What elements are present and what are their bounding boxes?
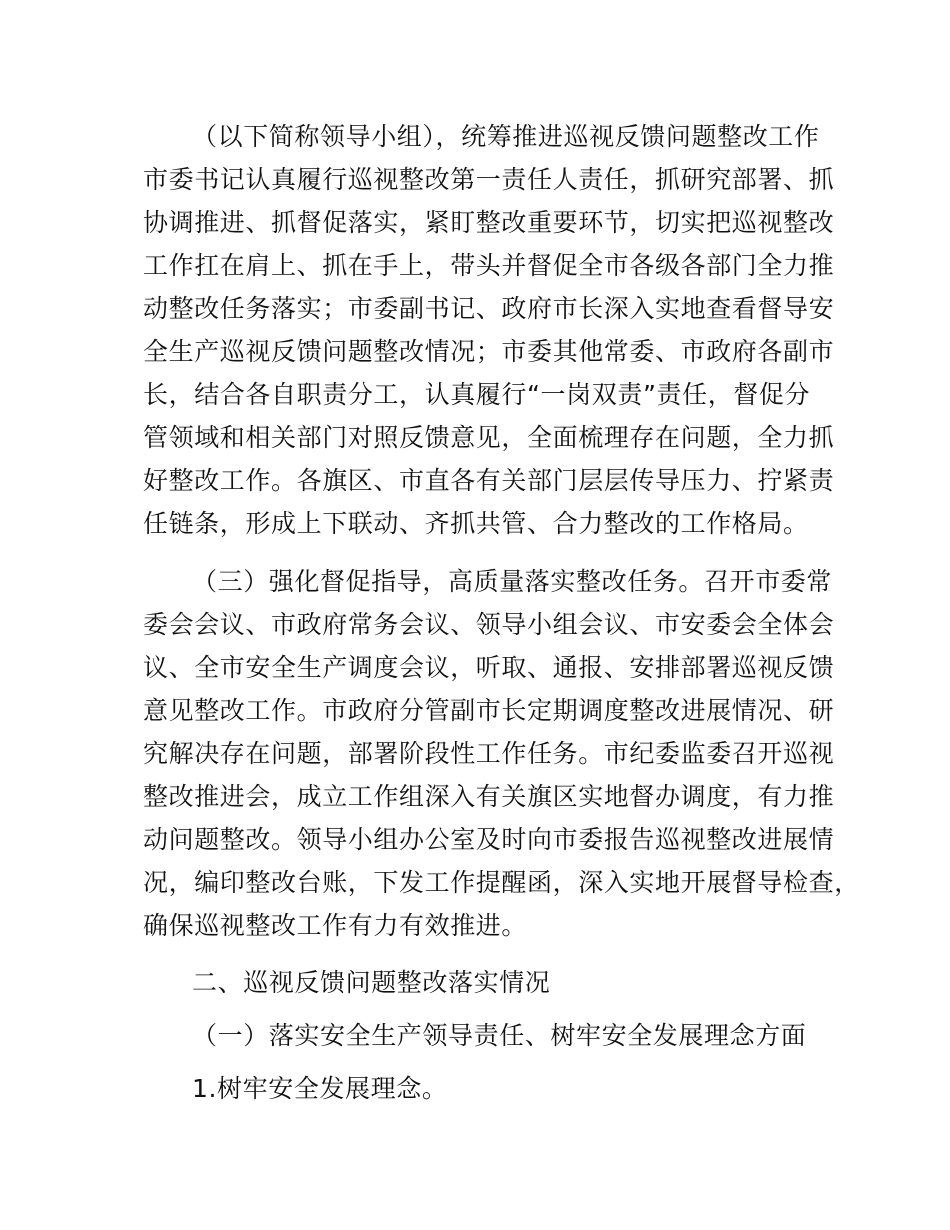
text-line: 协调推进、抓督促落实，紧盯整改重要环节，切实把巡视整改: [143, 208, 835, 237]
text-line: （以下简称领导小组），统筹推进巡视反馈问题整改工作: [192, 122, 820, 151]
text-line: 好整改工作。各旗区、市直各有关部门层层传导压力、拧紧责: [143, 466, 835, 495]
text-line: 工作扛在肩上、抓在手上，带头并督促全市各级各部门全力推: [143, 251, 835, 280]
text-line: 整改推进会，成立工作组深入有关旗区实地督办调度，有力推: [143, 782, 835, 811]
text-line: 长，结合各自职责分工，认真履行“一岗双责”责任，督促分: [143, 380, 811, 409]
section-title: 二、巡视反馈问题整改落实情况: [192, 968, 551, 997]
text-line: 议、全市安全生产调度会议，听取、通报、安排部署巡视反馈: [143, 653, 835, 682]
text-line: 究解决存在问题，部署阶段性工作任务。市纪委监委召开巡视: [143, 739, 835, 768]
text-line: 全生产巡视反馈问题整改情况；市委其他常委、市政府各副市: [143, 337, 835, 366]
text-line: 确保巡视整改工作有力有效推进。: [143, 911, 528, 940]
text-line: 况，编印整改台账，下发工作提醒函，深入实地开展督导检查，: [143, 868, 860, 897]
item-title: 1.树牢安全发展理念。: [192, 1074, 448, 1103]
text-line: 动问题整改。领导小组办公室及时向市委报告巡视整改进展情: [143, 825, 835, 854]
section-heading-paragraph: （三）强化督促指导，高质量落实整改任务。召开市委常: [192, 567, 833, 596]
text-line: 任链条，形成上下联动、齐抓共管、合力整改的工作格局。: [143, 509, 809, 538]
text-line: 意见整改工作。市政府分管副市长定期调度整改进展情况、研: [143, 696, 835, 725]
text-line: 动整改任务落实；市委副书记、政府市长深入实地查看督导安: [143, 294, 835, 323]
text-line: 市委书记认真履行巡视整改第一责任人责任，抓研究部署、抓: [143, 165, 835, 194]
text-line: 管领域和相关部门对照反馈意见，全面梳理存在问题，全力抓: [143, 423, 835, 452]
subsection-title: （一）落实安全生产领导责任、树牢安全发展理念方面: [192, 1021, 807, 1050]
text-line: 委会会议、市政府常务会议、领导小组会议、市安委会全体会: [143, 610, 835, 639]
